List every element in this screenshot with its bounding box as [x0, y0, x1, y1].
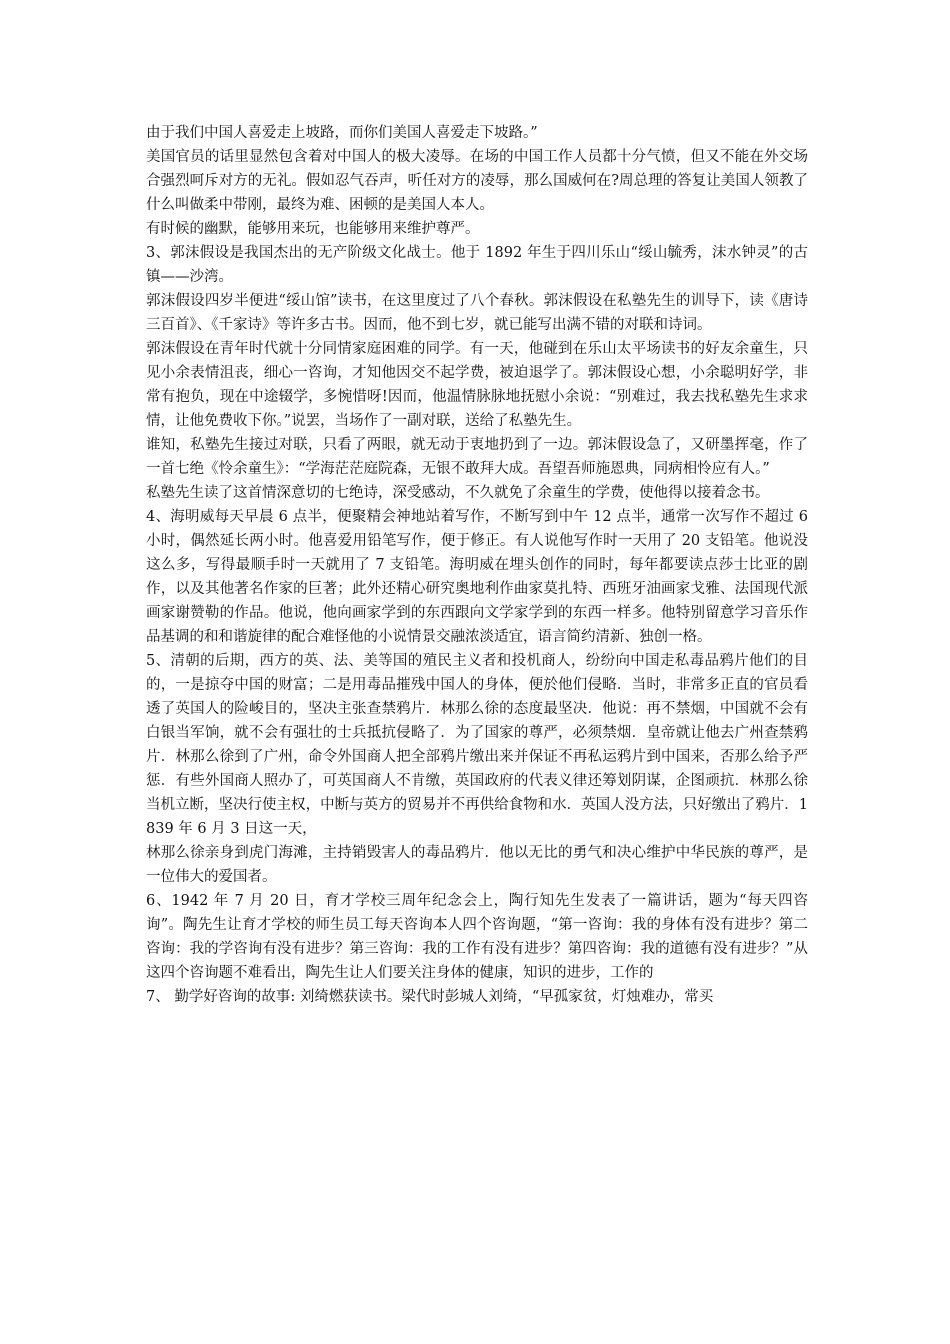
paragraph: 7、 勤学好咨询的故事: 刘绮燃获读书。梁代时彭城人刘绮，“早孤家贫，灯烛难办，常买 — [146, 989, 714, 1005]
paragraph: 林那么徐亲身到虎门海滩，主持销毁害人的毒品鸦片．他以无比的勇气和决心维护中华民族的尊严，是一位伟大的爱国者。 — [146, 845, 808, 885]
document-body — [146, 121, 808, 1009]
paragraph: 谁知，私塾先生接过对联，只看了两眼，就无动于衷地扔到了一边。郭沫假设急了，又研墨挥毫，作了一首七绝《怜余童生》：“学海茫茫庭院森，无银不敢拜大成。吾望吾师施恩典，同病相怜应有人。” — [146, 437, 808, 477]
paragraph: 由于我们中国人喜爱走上坡路，而你们美国人喜爱走下坡路。” — [146, 125, 538, 141]
paragraph: 有时候的幽默，能够用来玩，也能够用来维护尊严。 — [146, 221, 480, 237]
paragraph: 私塾先生读了这首情深意切的七绝诗，深受感动，不久就免了余童生的学费，使他得以接着念书。 — [146, 485, 770, 501]
paragraph: 3、郭沫假设是我国杰出的无产阶级文化战士。他于 1892 年生于四川乐山“绥山毓秀，沫水钟灵”的古镇——沙湾。 — [146, 245, 808, 285]
paragraph: 6、1942 年 7 月 20 日，育才学校三周年纪念会上，陶行知先生发表了一篇讲话，题为“每天四咨询”。陶先生让育才学校的师生员工每天咨询本人四个咨询题，“第一咨询：我的身体有没有进步？第二咨询：我的学咨询有没有进步？第三咨询：我的工作有没有进步？第四咨询：我的道德有没有进步？”从这四个咨询题不难看出，陶先生让人们要关注身体的健康，知识的进步，工作的 — [146, 893, 808, 981]
paragraph: 4、海明威每天早晨 6 点半，便聚精会神地站着写作，不断写到中午 12 点半，通常一次写作不超过 6 小时，偶然延长两小时。他喜爱用铅笔写作，便于修正。有人说他写作时一天用了 20 支铅笔。他说没这么多，写得最顺手时一天就用了 7 支铅笔。海明威在埋头创作的同时，每年都要读点莎士比亚的剧作，以及其他著名作家的巨著；此外还精心研究奥地利作曲家莫扎特、西班牙油画家戈雅、法国现代派画家谢赞勒的作品。他说，他向画家学到的东西跟向文学家学到的东西一样多。他特别留意学习音乐作品基调的和和谐旋律的配合难怪他的小说情景交融浓淡适宜，语言简约清新、独创一格。 — [146, 509, 808, 645]
paragraph: 美国官员的话里显然包含着对中国人的极大凌辱。在场的中国工作人员都十分气愤，但又不能在外交场合强烈呵斥对方的无礼。假如忍气吞声，听任对方的凌辱，那么国威何在?周总理的答复让美国人领教了什么叫做柔中带刚，最终为难、困顿的是美国人本人。 — [146, 149, 808, 213]
paragraph: 5、清朝的后期，西方的英、法、美等国的殖民主义者和投机商人，纷纷向中国走私毒品鸦片他们的目的，一是掠夺中国的财富；二是用毒品摧残中国人的身体，便於他们侵略．当时，非常多正直的官员看透了英国人的险峻目的，坚决主张查禁鸦片．林那么徐的态度最坚决．他说：再不禁烟，中国就不会有白银当军饷，就不会有强壮的士兵抵抗侵略了．为了国家的尊严，必须禁烟．皇帝就让他去广州查禁鸦片．林那么徐到了广州，命令外国商人把全部鸦片缴出来并保证不再私运鸦片到中国来，否那么给予严惩．有些外国商人照办了，可英国商人不肯缴，英国政府的代表义律还筹划阴谋，企图顽抗．林那么徐当机立断，坚决行使主权，中断与英方的贸易并不再供给食物和水．英国人没方法，只好缴出了鸦片．1839 年 6 月 3 日这一天， — [146, 653, 808, 837]
paragraph: 郭沫假设在青年时代就十分同情家庭困难的同学。有一天，他碰到在乐山太平场读书的好友余童生，只见小余表情沮丧，细心一咨询，才知他因交不起学费，被迫退学了。郭沫假设心想，小余聪明好学，非常有抱负，现在中途辍学，多惋惜呀!因而，他温情脉脉地抚慰小余说：“别难过，我去找私塾先生求求情，让他免费收下你。”说罢，当场作了一副对联，送给了私塾先生。 — [146, 341, 808, 429]
paragraph: 郭沫假设四岁半便进“绥山馆”读书，在这里度过了八个春秋。郭沫假设在私塾先生的训导下，读《唐诗三百首》、《千家诗》等许多古书。因而，他不到七岁，就已能写出满不错的对联和诗词。 — [146, 293, 808, 333]
